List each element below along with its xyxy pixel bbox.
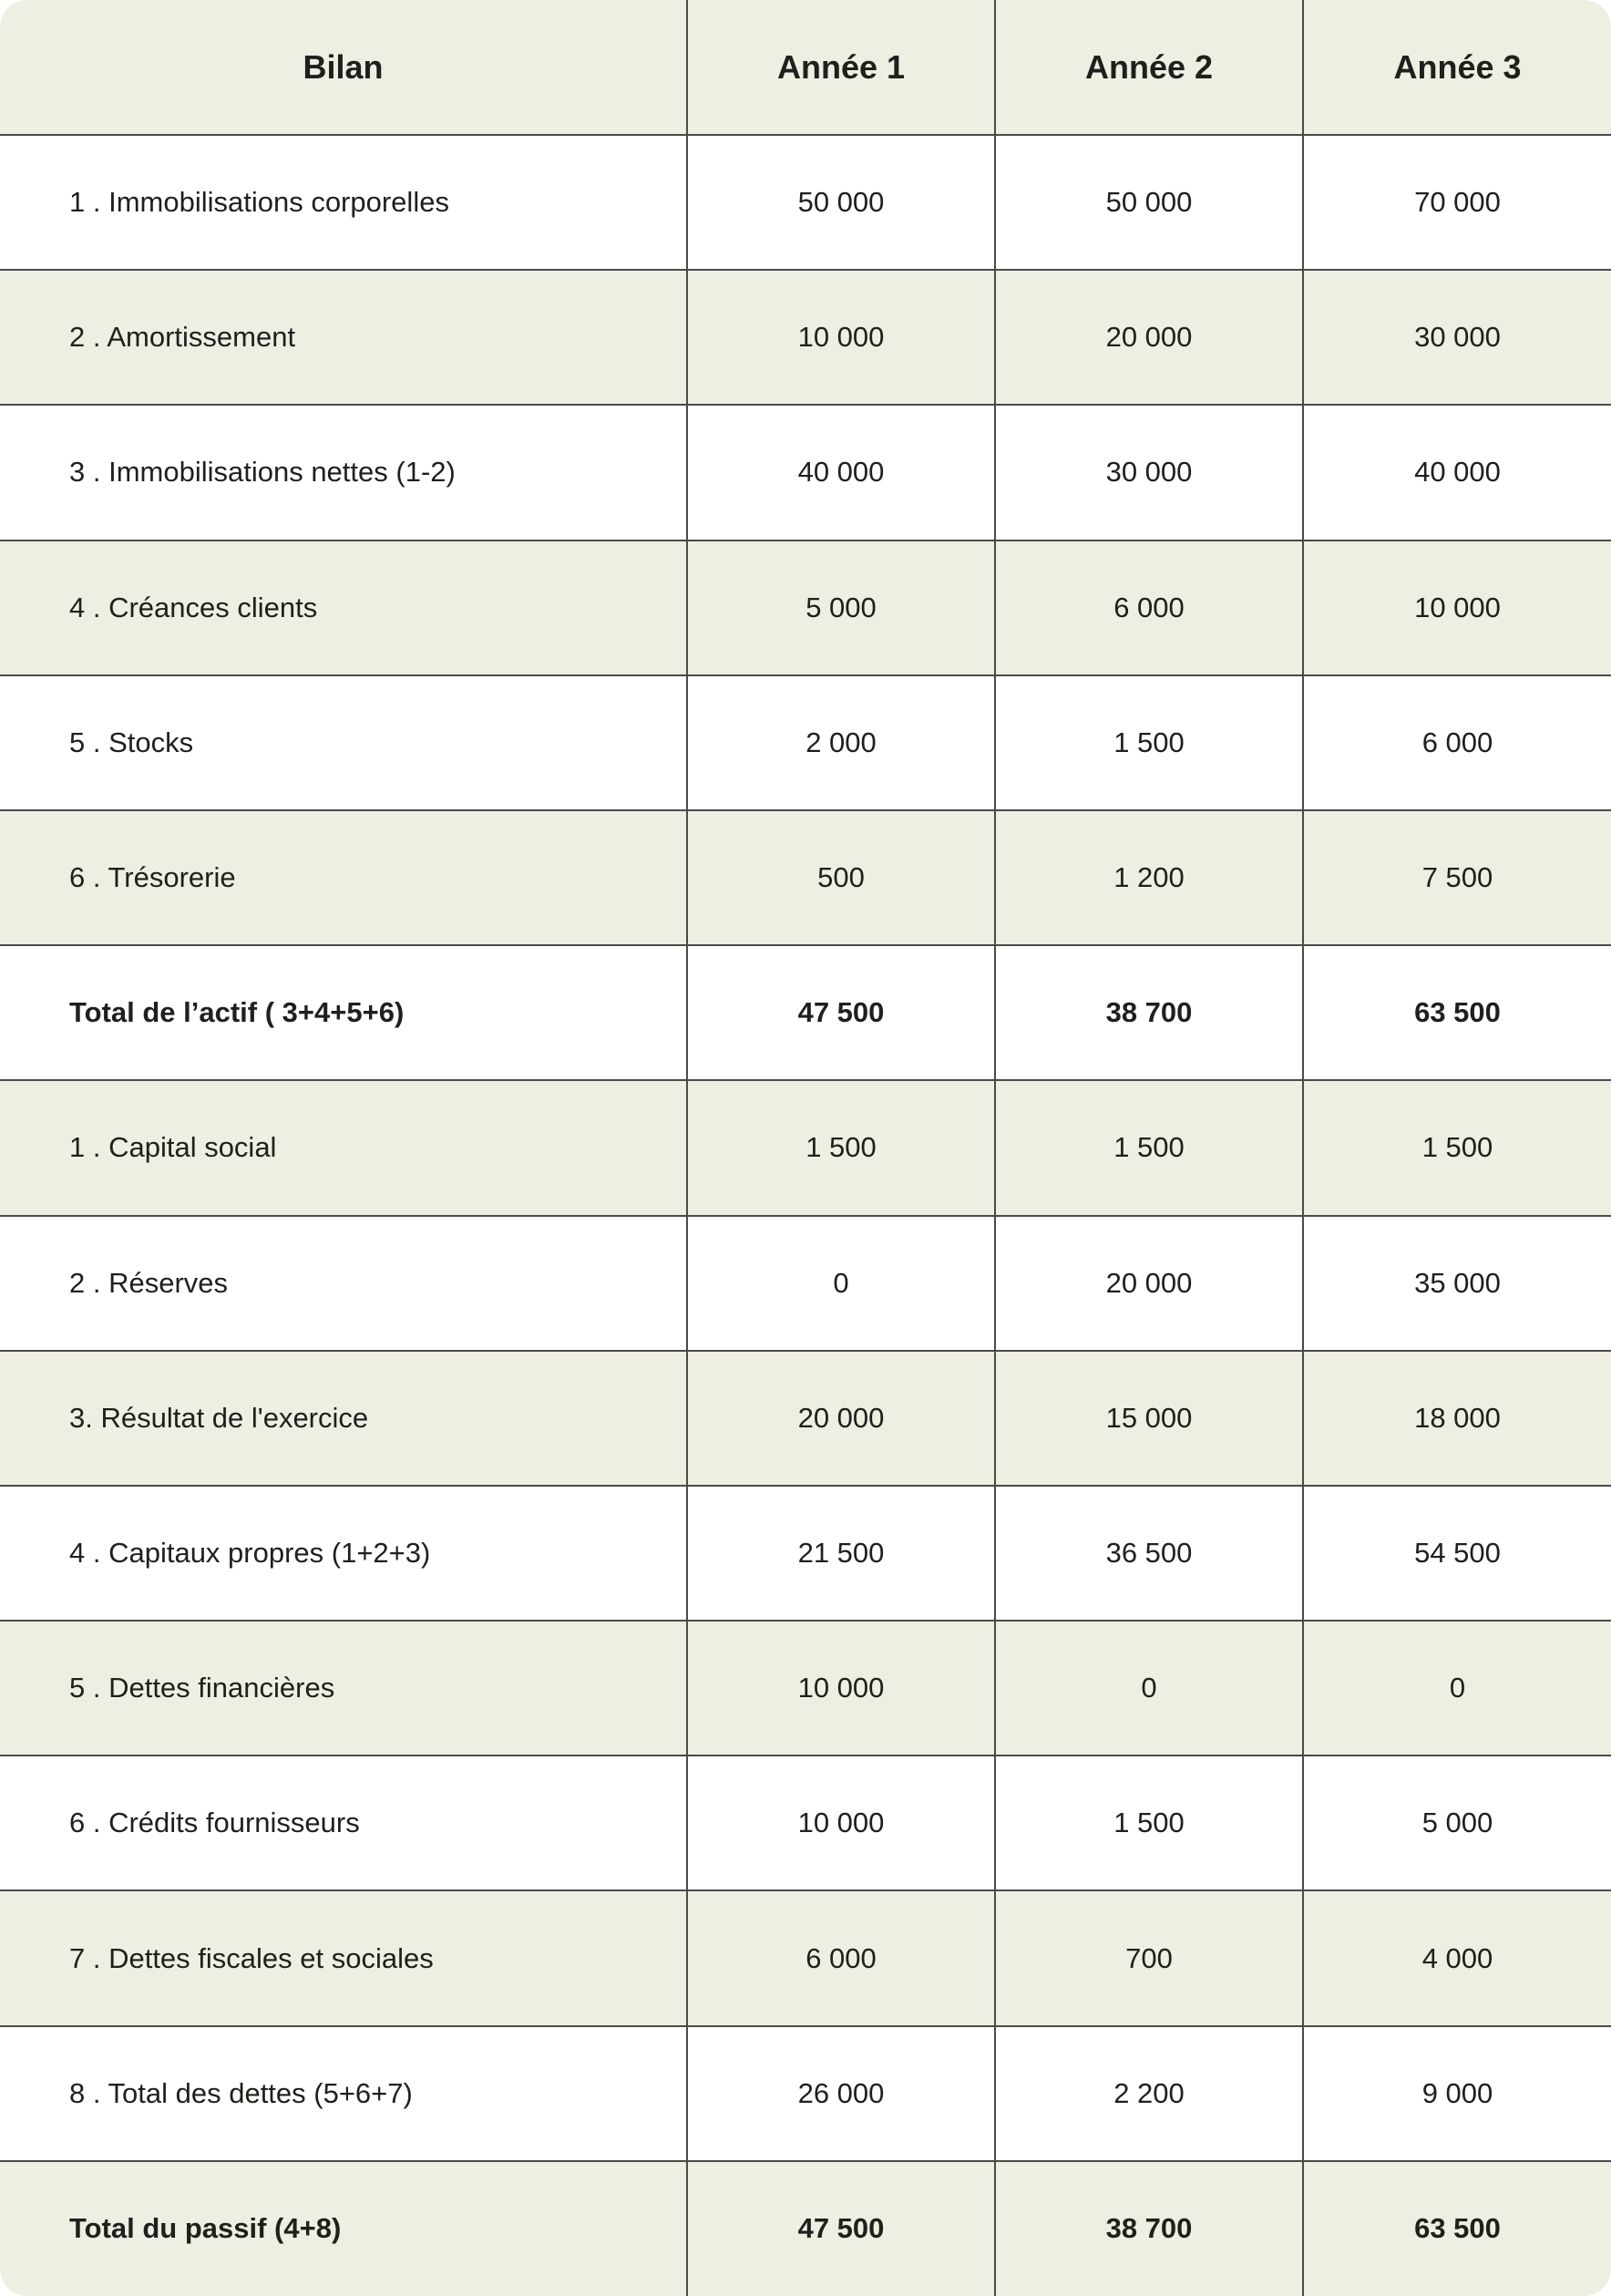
row-value-year-3: 18 000 xyxy=(1303,1351,1611,1486)
row-label: 6 . Trésorerie xyxy=(0,810,687,945)
row-value-year-1: 20 000 xyxy=(687,1351,995,1486)
row-label: 5 . Dettes financières xyxy=(0,1621,687,1755)
row-value-year-1: 500 xyxy=(687,810,995,945)
row-value-year-3: 35 000 xyxy=(1303,1216,1611,1351)
row-value-year-1: 10 000 xyxy=(687,1755,995,1890)
table-row xyxy=(0,405,1611,540)
table-row xyxy=(0,1890,1611,2025)
row-value-year-1: 10 000 xyxy=(687,1621,995,1755)
row-label: 5 . Stocks xyxy=(0,675,687,810)
table-row xyxy=(0,1486,1611,1621)
row-value-year-2: 1 500 xyxy=(995,675,1303,810)
header-year-2: Année 2 xyxy=(995,0,1303,135)
row-value-year-1: 1 500 xyxy=(687,1080,995,1215)
row-value-year-2: 20 000 xyxy=(995,1216,1303,1351)
row-label: 4 . Créances clients xyxy=(0,541,687,675)
row-value-year-2: 50 000 xyxy=(995,135,1303,270)
row-label: 3. Résultat de l'exercice xyxy=(0,1351,687,1486)
table-row xyxy=(0,1621,1611,1755)
table-row xyxy=(0,1755,1611,1890)
table-row xyxy=(0,541,1611,675)
header-year-3: Année 3 xyxy=(1303,0,1611,135)
row-value-year-1: 21 500 xyxy=(687,1486,995,1621)
table-row xyxy=(0,2026,1611,2161)
row-value-year-3: 1 500 xyxy=(1303,1080,1611,1215)
row-value-year-2: 1 200 xyxy=(995,810,1303,945)
row-value-year-2: 20 000 xyxy=(995,270,1303,405)
row-label: 7 . Dettes fiscales et sociales xyxy=(0,1890,687,2025)
row-value-year-2: 38 700 xyxy=(995,2161,1303,2296)
total-assets-row xyxy=(0,945,1611,1080)
row-value-year-3: 63 500 xyxy=(1303,2161,1611,2296)
row-value-year-3: 0 xyxy=(1303,1621,1611,1755)
row-value-year-3: 9 000 xyxy=(1303,2026,1611,2161)
row-value-year-2: 2 200 xyxy=(995,2026,1303,2161)
row-value-year-1: 6 000 xyxy=(687,1890,995,2025)
row-label: 2 . Réserves xyxy=(0,1216,687,1351)
row-value-year-2: 30 000 xyxy=(995,405,1303,540)
row-value-year-3: 40 000 xyxy=(1303,405,1611,540)
row-value-year-2: 15 000 xyxy=(995,1351,1303,1486)
row-value-year-2: 6 000 xyxy=(995,541,1303,675)
row-label: 2 . Amortissement xyxy=(0,270,687,405)
total-liabilities-row xyxy=(0,2161,1611,2296)
row-value-year-3: 54 500 xyxy=(1303,1486,1611,1621)
row-value-year-2: 38 700 xyxy=(995,945,1303,1080)
row-label: 4 . Capitaux propres (1+2+3) xyxy=(0,1486,687,1621)
row-value-year-2: 36 500 xyxy=(995,1486,1303,1621)
table-header-row xyxy=(0,0,1611,135)
row-value-year-2: 1 500 xyxy=(995,1080,1303,1215)
row-value-year-2: 0 xyxy=(995,1621,1303,1755)
row-value-year-3: 6 000 xyxy=(1303,675,1611,810)
row-label: 1 . Immobilisations corporelles xyxy=(0,135,687,270)
row-label: Total de l’actif ( 3+4+5+6) xyxy=(0,945,687,1080)
row-label: 1 . Capital social xyxy=(0,1080,687,1215)
row-value-year-1: 10 000 xyxy=(687,270,995,405)
row-value-year-1: 2 000 xyxy=(687,675,995,810)
row-value-year-2: 700 xyxy=(995,1890,1303,2025)
row-value-year-3: 70 000 xyxy=(1303,135,1611,270)
row-value-year-1: 47 500 xyxy=(687,2161,995,2296)
table-row xyxy=(0,1351,1611,1486)
row-label: 6 . Crédits fournisseurs xyxy=(0,1755,687,1890)
row-value-year-1: 26 000 xyxy=(687,2026,995,2161)
row-value-year-3: 30 000 xyxy=(1303,270,1611,405)
table-row xyxy=(0,270,1611,405)
row-label: 8 . Total des dettes (5+6+7) xyxy=(0,2026,687,2161)
table-row xyxy=(0,810,1611,945)
header-bilan: Bilan xyxy=(303,47,384,86)
row-value-year-1: 47 500 xyxy=(687,945,995,1080)
table-row xyxy=(0,1080,1611,1215)
table-row xyxy=(0,135,1611,270)
row-value-year-1: 0 xyxy=(687,1216,995,1351)
row-value-year-3: 10 000 xyxy=(1303,541,1611,675)
table-row xyxy=(0,675,1611,810)
row-value-year-1: 40 000 xyxy=(687,405,995,540)
row-value-year-1: 5 000 xyxy=(687,541,995,675)
row-label: 3 . Immobilisations nettes (1-2) xyxy=(0,405,687,540)
row-value-year-3: 63 500 xyxy=(1303,945,1611,1080)
row-value-year-1: 50 000 xyxy=(687,135,995,270)
header-year-1: Année 1 xyxy=(687,0,995,135)
row-label: Total du passif (4+8) xyxy=(0,2161,687,2296)
table-row xyxy=(0,1216,1611,1351)
row-value-year-3: 5 000 xyxy=(1303,1755,1611,1890)
row-value-year-3: 4 000 xyxy=(1303,1890,1611,2025)
row-value-year-3: 7 500 xyxy=(1303,810,1611,945)
row-value-year-2: 1 500 xyxy=(995,1755,1303,1890)
